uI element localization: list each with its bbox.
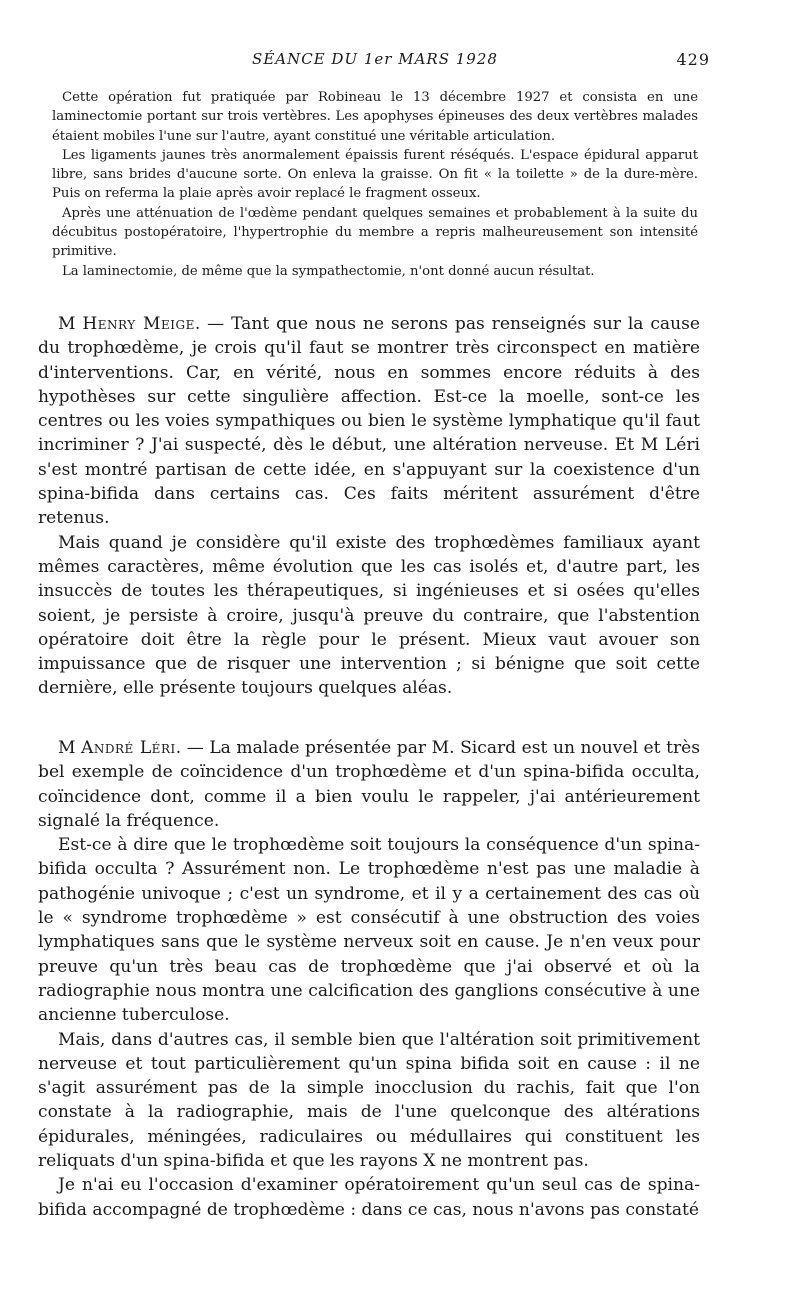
leri-paragraph: Je n'ai eu l'occasion d'examiner opératoirement qu'un seul cas de spina-bifida accompagné de trophœdème : dans ce cas, nous n'avons pas constaté xyxy=(38,1175,700,1220)
case-report-paragraph: La laminectomie, de même que la sympathectomie, n'ont donné aucun résultat. xyxy=(62,263,595,279)
case-report-paragraph: Cette opération fut pratiquée par Robineau le 13 décembre 1927 et consista en une laminectomie portant sur trois vertèbres. Les apophyses épineuses des deux vertèbres malades étaient mobiles l'une sur l'autre, ayant constitué une véritable articulation. xyxy=(52,90,698,144)
speaker-prefix: M xyxy=(58,738,76,758)
running-title: SÉANCE DU 1er MARS 1928 xyxy=(252,50,498,68)
page-header xyxy=(40,50,710,72)
leri-paragraph: Est-ce à dire que le trophœdème soit toujours la conséquence d'un spina-bifida occulta ? Assurément non. Le trophœdème n'est pas une maladie à pathogénie univoque ; c'est un syndrome, et il y a certainement des cas où le « syndrome trophœdème » est consécutif à une obstruction des voies lymphatiques sans que le système nerveux soit en cause. Je n'en veux pour preuve qu'un très beau cas de trophœdème que j'ai observé et où la radiographie nous montra une calcification des ganglions consécutive à une ancienne tuberculose. xyxy=(38,835,700,1026)
meige-opening-text: . — Tant que nous ne serons pas renseignés sur la cause du trophœdème, je crois qu'il faut se montrer très circonspect en matière d'interventions. Car, en vérité, nous en sommes encore réduits à des hypothèses sur cette singulière affection. Est-ce la moelle, sont-ce les centres ou les voies sympathiques ou bien le système lymphatique qu'il faut incriminer ? J'ai suspecté, dès le début, une altération nerveuse. Et M Léri s'est montré partisan de cette idée, en s'appuyant sur la coexistence d'un spina-bifida dans certains cas. Ces faits méritent assurément d'être retenus. xyxy=(38,314,700,529)
meige-paragraph: Mais quand je considère qu'il existe des trophœdèmes familiaux ayant mêmes caractères, même évolution que les cas isolés et, d'autre part, les insuccès de toutes les thérapeutiques, si ingénieuses et si osées qu'elles soient, je persiste à croire, jusqu'à preuve du contraire, que l'abstention opératoire doit être la règle pour le présent. Mieux vaut avouer son impuissance que de risquer une intervention ; si bénigne que soit cette dernière, elle présente toujours quelques aléas. xyxy=(38,532,700,699)
page-number: 429 xyxy=(676,50,710,69)
leri-opening-paragraph xyxy=(38,736,700,833)
speaker-name: Henry Meige xyxy=(82,314,195,334)
case-report-paragraph: Après une atténuation de l'œdème pendant quelques semaines et probablement à la suite du décubitus postopératoire, l'hypertrophie du membre a repris malheureusement son intensité primitive. xyxy=(52,205,698,260)
meige-discussion xyxy=(38,312,700,701)
speaker-name: André Léri xyxy=(81,738,176,758)
case-report-paragraph: Les ligaments jaunes très anormalement épaissis furent réséqués. L'espace épidural apparut libre, sans brides d'aucune sorte. On enleva la graisse. On fit « la toilette » de la dure-mère. Puis on referma la plaie après avoir replacé le fragment osseux. xyxy=(52,147,698,202)
meige-opening-paragraph xyxy=(38,312,700,531)
leri-discussion xyxy=(38,736,700,1222)
case-report-section xyxy=(52,88,698,281)
leri-paragraph: Mais, dans d'autres cas, il semble bien que l'altération soit primitivement nerveuse et tout particulièrement qu'un spina bifida soit en cause : il ne s'agit assurément pas de la simple inocclusion du rachis, fait que l'on constate à la radiographie, mais de l'une quelconque des altérations épidurales, méningées, radiculaires ou médullaires qui constituent les reliquats d'un spina-bifida et que les rayons X ne montrent pas. xyxy=(38,1029,700,1172)
leri-opening-text: . — La malade présentée par M. Sicard est un nouvel et très bel exemple de coïncidence d'un trophœdème et d'un spina-bifida occulta, coïncidence dont, comme il a bien voulu le rappeler, j'ai antérieurement signalé la fréquence. xyxy=(38,738,700,831)
speaker-prefix: M xyxy=(58,314,76,334)
